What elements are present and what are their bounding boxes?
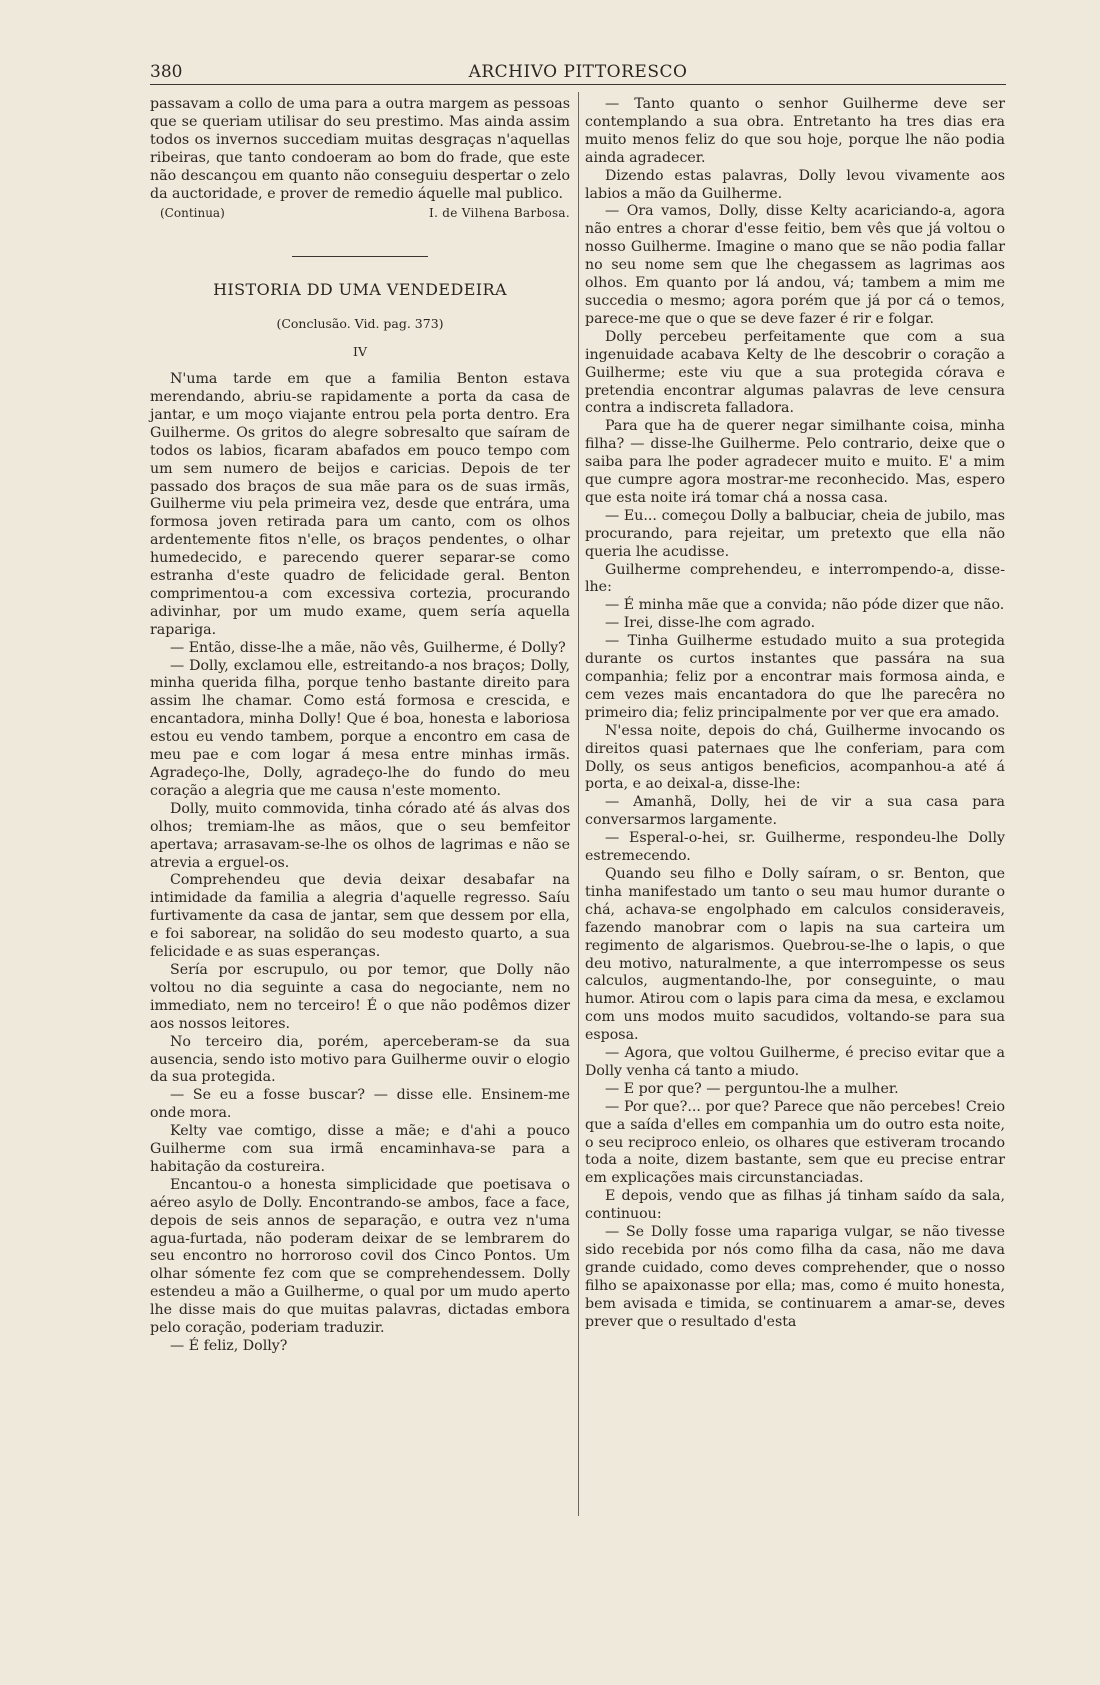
paragraph: Sería por escrupulo, ou por temor, que Dolly não voltou no dia seguinte a casa do negociante, nem no immediato, nem no terceiro! É o que não podêmos dizer aos nossos leitores. [150, 961, 570, 1032]
paragraph: — Então, disse-lhe a mãe, não vês, Guilherme, é Dolly? [170, 639, 566, 656]
chapter-number: IV [353, 344, 367, 360]
left-column [150, 96, 570, 1356]
paragraph: — Por que?... por que? Parece que não percebes! Creio que a saída d'elles em companhia um do outro esta noite, o seu reciproco enleio, os olhares que estiveram trocando toda a noite, dizem bastante, sem que eu precise entrar em explicações mais circunstanciadas. [585, 1098, 1005, 1187]
paragraph: — Amanhã, Dolly, hei de vir a sua casa para conversarmos largamente. [585, 794, 1005, 829]
paragraph: Dizendo estas palavras, Dolly levou vivamente aos labios a mão da Guilherme. [585, 167, 1005, 202]
intro-paragraph: passavam a collo de uma para a outra margem as pessoas que se queriam utilisar do seu prestimo. Mas ainda assim todos os invernos succediam muitas desgraças n'aquellas ribeiras, que tanto condoeram ao bom do frade, que este não descançou em quanto não conseguiu despertar o zelo da auctoridade, e prover de remedio áquelle mal publico. [150, 96, 570, 202]
paragraph: Para que ha de querer negar similhante coisa, minha filha? — disse-lhe Guilherme. Pelo contrario, deixe que o saiba para lhe poder agradecer muito e muito. E' a mim que cumpre agora mostrar-me reconhecido. Mas, espero que esta noite irá tomar chá a nossa casa. [585, 418, 1005, 506]
paragraph: Guilherme comprehendeu, e interrompendo-a, disse-lhe: [585, 561, 1005, 596]
paragraph: — Se Dolly fosse uma rapariga vulgar, se não tivesse sido recebida por nós como filha da casa, não me dava grande cuidado, como deves comprehender, que o nosso filho se apaixonasse por ella; mas, como é muito honesta, bem avisada e timida, se continuarem a amar-se, deves prever que o resultado d'esta [585, 1224, 1005, 1330]
header-rule [150, 84, 1006, 85]
paragraph: — É feliz, Dolly? [170, 1338, 288, 1354]
paragraph: — Dolly, exclamou elle, estreitando-a nos braços; Dolly, minha querida filha, porque tenho bastante direito para assim lhe chamar. Como está formosa e crescida, e encantadora, minha Dolly! Que é boa, honesta e laboriosa estou eu vendo tambem, porque a encontro em casa de meu pae e com logar á mesa entre minhas irmãs. Agradeço-lhe, Dolly, agradeço-lhe do fundo do meu coração a alegria que me causa n'este momento. [150, 657, 570, 799]
signature-line [160, 205, 570, 223]
article-subtitle: (Conclusão. Vid. pag. 373) [276, 316, 444, 332]
left-paragraphs [150, 371, 570, 1356]
paragraph: — Agora, que voltou Guilherme, é preciso evitar que a Dolly venha cá tanto a miudo. [585, 1045, 1005, 1079]
section-separator [292, 256, 428, 257]
author-signature: I. de Vilhena Barbosa. [429, 206, 570, 221]
column-divider [578, 92, 579, 1516]
paragraph: Comprehendeu que devia deixar desabafar na intimidade da familia a alegria d'aquelle regresso. Saíu furtivamente da casa de jantar, sem que dessem por ella, e foi saborear, na solidão do seu modesto quarto, a sua felicidade e as suas esperanças. [150, 872, 570, 961]
paragraph: Quando seu filho e Dolly saíram, o sr. Benton, que tinha manifestado um tanto o seu mau humor durante o chá, achava-se engolphado em calculos consideraveis, fazendo manobrar com o lapis na sua carteira um regimento de algarismos. Quebrou-se-lhe o lapis, o que deu motivo, naturalmente, a que interrompesse os seus calculos, augmentando-lhe, por conseguinte, o mau humor. Atirou com o lapis para cima da mesa, e exclamou com uns modos muito sacudidos, voltando-se para sua esposa. [585, 865, 1005, 1044]
right-column [585, 96, 1005, 1332]
paragraph: — Irei, disse-lhe com agrado. [605, 615, 816, 632]
running-title: ARCHIVO PITTORESCO [468, 62, 688, 82]
article-title: HISTORIA DD UMA VENDEDEIRA [213, 280, 507, 300]
paragraph: — Tinha Guilherme estudado muito a sua protegida durante os curtos instantes que passára na sua companhia; feliz por a encontrar mais formosa ainda, e cem vezes mais encantadora do que lhe parecêra no primeiro dia; feliz principalmente por ver que era amado. [585, 633, 1005, 721]
paragraph: — E por que? — perguntou-lhe a mulher. [605, 1080, 899, 1097]
paragraph: — Tanto quanto o senhor Guilherme deve ser contemplando a sua obra. Entretanto ha tres dias era muito menos feliz do que sou hoje, porque lhe não podia ainda agradecer. [585, 96, 1005, 166]
right-paragraphs [585, 96, 1005, 1332]
paragraph: Encantou-o a honesta simplicidade que poetisava o aéreo asylo de Dolly. Encontrando-se ambos, face a face, depois de seis annos de separação, e outra vez n'uma agua-furtada, não poderam deixar de se lembrarem do seu encontro no horroroso covil dos Cinco Pontos. Um olhar sómente fez com que se comprehendessem. Dolly estendeu a mão a Guilherme, o qual por um mudo aperto lhe disse mais do que muitas palavras, dictadas embora pelo coração, poderiam traduzir. [150, 1176, 570, 1337]
page-number: 380 [150, 62, 183, 82]
paragraph: N'uma tarde em que a familia Benton estava merendando, abriu-se rapidamente a porta da casa de jantar, e um moço viajante entrou pela porta dentro. Era Guilherme. Os gritos do alegre sobresalto que saíram de todos os labios, ficaram abafados em pouco tempo com um sem numero de beijos e caricias. Depois de ter passado dos braços de sua mãe para os de suas irmãs, Guilherme viu pela primeira vez, desde que entrára, uma formosa joven retirada para um canto, com os olhos ardentemente fitos n'elle, os braços pendentes, o olhar humedecido, e parecendo querer separar-se como estranha d'este quadro de felicidade geral. Benton comprimentou-a com excessiva cortezia, procurando adivinhar, por um mudo exame, quem sería aquella rapariga. [150, 371, 570, 638]
paragraph: — É minha mãe que a convida; não póde dizer que não. [605, 597, 1005, 614]
paragraph: — Se eu a fosse buscar? — disse elle. Ensinem-me onde mora. [150, 1087, 570, 1122]
paragraph: Dolly percebeu perfeitamente que com a sua ingenuidade acabava Kelty de lhe descobrir o coração a Guilherme; este viu que a sua protegida córava e pretendia encontrar algumas palavras de leve censura contra a indiscreta falladora. [585, 328, 1005, 417]
paragraph: — Eu... começou Dolly a balbuciar, cheia de jubilo, mas procurando, para rejeitar, um pretexto que ella não queria lhe acudisse. [585, 507, 1005, 560]
paragraph: — Esperal-o-hei, sr. Guilherme, respondeu-lhe Dolly estremecendo. [585, 830, 1005, 865]
paragraph: N'essa noite, depois do chá, Guilherme invocando os direitos quasi paternaes que lhe conferiam, para com Dolly, os seus antigos beneficios, acompanhou-a até á porta, e ao deixal-a, disse-lhe: [585, 722, 1005, 793]
paragraph: Kelty vae comtigo, disse a mãe; e d'ahi a pouco Guilherme com sua irmã encaminhava-se para a habitação da costureira. [150, 1123, 570, 1175]
paragraph: Dolly, muito commovida, tinha córado até ás alvas dos olhos; tremiam-lhe as mãos, que o seu bemfeitor apertava; arrasavam-se-lhe os olhos de lagrimas e não se atrevia a erguel-os. [150, 800, 570, 871]
page-header [150, 62, 1006, 82]
paragraph: No terceiro dia, porém, aperceberam-se da sua ausencia, sendo isto motivo para Guilherme ouvir o elogio da sua protegida. [150, 1033, 570, 1086]
paragraph: E depois, vendo que as filhas já tinham saído da sala, continuou: [585, 1188, 1005, 1223]
paragraph: — Ora vamos, Dolly, disse Kelty acariciando-a, agora não entres a chorar d'esse feitio, bem vês que já voltou o nosso Guilherme. Imagine o mano que se não podia fallar no seu nome sem que lhe chegassem as lagrimas aos olhos. Em quanto por lá andou, vá; tambem a mim me succedia o mesmo; agora porém que já por cá o temos, parece-me que o que se deve fazer é rir e folgar. [585, 203, 1005, 327]
continua-label: (Continua) [160, 206, 225, 221]
